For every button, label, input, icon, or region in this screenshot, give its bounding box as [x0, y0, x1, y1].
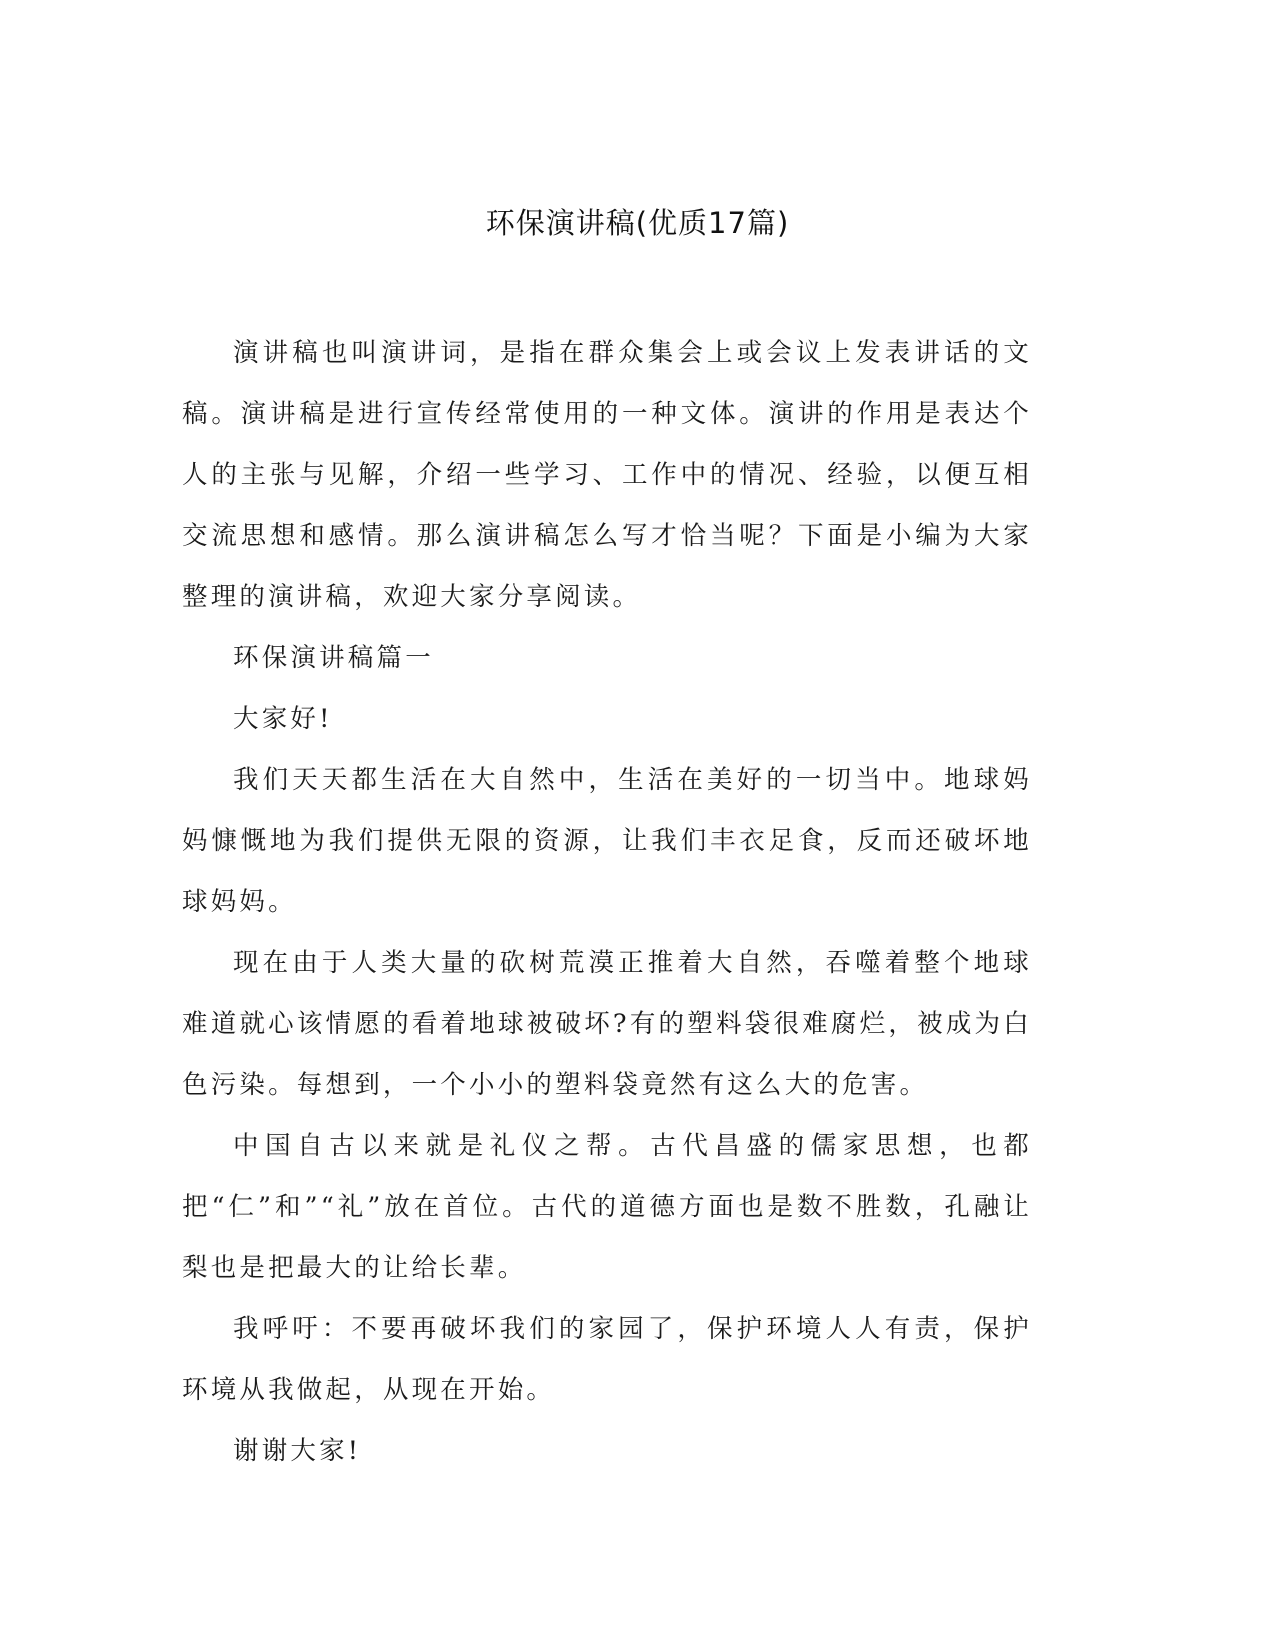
section-heading: 环保演讲稿篇一 — [233, 643, 434, 673]
greeting: 大家好! — [233, 704, 333, 734]
closing-line: 谢谢大家! — [233, 1436, 362, 1466]
body-paragraph: 现在由于人类大量的砍树荒漠正推着大自然，吞噬着整个地球难道就心该情愿的看着地球被破坏?有的塑料袋很难腐烂，被成为白色污染。每想到，一个小小的塑料袋竟然有这么大的危害。 — [182, 948, 1032, 1100]
body-paragraph: 中国自古以来就是礼仪之帮。古代昌盛的儒家思想，也都把“仁”和”“礼”放在首位。古代的道德方面也是数不胜数，孔融让梨也是把最大的让给长辈。 — [182, 1131, 1032, 1283]
body-paragraph: 我们天天都生活在大自然中，生活在美好的一切当中。地球妈妈慷慨地为我们提供无限的资源，让我们丰衣足食，反而还破坏地球妈妈。 — [182, 765, 1032, 917]
document-title: 环保演讲稿(优质17篇) — [485, 206, 790, 240]
document-body — [182, 323, 1032, 1482]
intro-paragraph: 演讲稿也叫演讲词，是指在群众集会上或会议上发表讲话的文稿。演讲稿是进行宣传经常使用的一种文体。演讲的作用是表达个人的主张与见解，介绍一些学习、工作中的情况、经验，以便互相交流思想和感情。那么演讲稿怎么写才恰当呢？下面是小编为大家整理的演讲稿，欢迎大家分享阅读。 — [182, 338, 1032, 612]
body-paragraph: 我呼吁：不要再破坏我们的家园了，保护环境人人有责，保护环境从我做起，从现在开始。 — [182, 1314, 1032, 1405]
